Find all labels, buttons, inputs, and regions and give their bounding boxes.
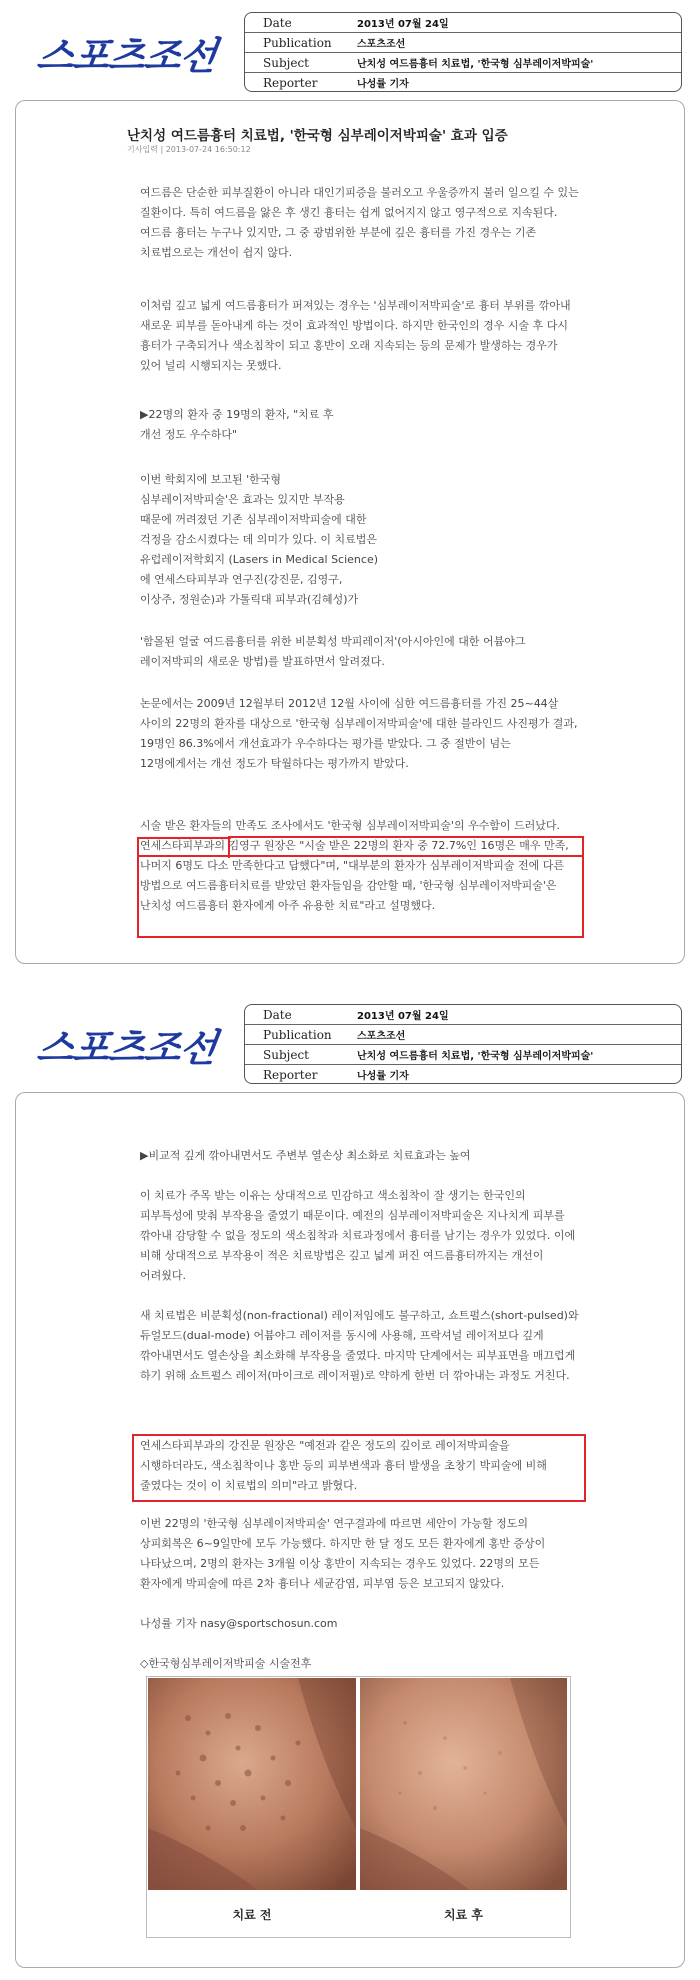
byline: 나성률 기자 nasy@sportschosun.com xyxy=(140,1617,338,1630)
meta-value: 난치성 여드름흉터 치료법, '한국형 심부레이저박피술' xyxy=(357,59,594,70)
meta-value: 2013년 07월 24일 xyxy=(357,1011,449,1022)
clipping-header-1 xyxy=(22,10,682,88)
paragraph-3-continued: '함몰된 얼굴 여드름흉터를 위한 비분획성 박피레이저'(아시아인에 대한 어븀야그 레이저박피의 새로운 방법)를 발표하면서 알려졌다. xyxy=(140,635,526,668)
meta-row-subject xyxy=(245,1045,681,1065)
meta-key: Reporter xyxy=(263,1067,318,1082)
photo-caption: ◇한국형심부레이저박피술 시술전후 xyxy=(140,1657,312,1670)
meta-key: Publication xyxy=(263,35,332,50)
clipping-meta-table xyxy=(244,12,682,92)
meta-value: 2013년 07월 24일 xyxy=(357,19,449,30)
paragraph-2: 이처럼 깊고 넓게 여드름흉터가 퍼져있는 경우는 '심부레이저박피술'로 흉터 부위를 깎아내 새로운 피부를 돋아내게 하는 것이 효과적인 방법이다. 하지만 한국인의 경우 시술 후 다시 흉터가 구축되거나 색소침착이 되고 홍반이 오래 지속되는 등의 문제가 발생하는 경우가 있어 널리 시행되지는 못했다. xyxy=(140,299,571,372)
subheading-1-line-2: 개선 정도 우수하다" xyxy=(140,428,238,441)
meta-value: 스포츠조선 xyxy=(357,39,406,50)
paragraph-6: 이 치료가 주목 받는 이유는 상대적으로 민감하고 색소침착이 잘 생기는 한국인의 피부특성에 맞춰 부작용을 줄였기 때문이다. 예전의 심부레이저박피술은 지나치게 피부를 깎아내 감당할 수 없을 정도의 색소침착과 치료과정에서 흉터를 남기는 경우가 있었다. 이에 비해 상대적으로 부작용이 적은 치료방법은 깊고 넓게 퍼진 여드름흉터까지는 개선이 어려웠다. xyxy=(140,1189,576,1282)
meta-key: Date xyxy=(263,1007,292,1022)
meta-row-date xyxy=(245,13,681,33)
subheading-2: ▶비교적 깊게 깎아내면서도 주변부 열손상 최소화로 치료효과는 높여 xyxy=(140,1149,471,1162)
paragraph-3: 이번 학회지에 보고된 '한국형 심부레이저박피술'은 효과는 있지만 부작용 때문에 꺼려졌던 기존 심부레이저박피술에 대한 걱정을 감소시켰다는 데 의미가 있다. 이 치료법은 유럽레이저학회지 (Lasers in Medical Science)에 연세스타피부과 연구진(강진문, 김영구, 이상주, 정원순)과 가톨릭대 피부과(김혜성)가 xyxy=(140,473,379,606)
meta-value: 나성률 기자 xyxy=(357,1071,409,1082)
subheading-1 xyxy=(140,405,580,445)
paragraph-8: 연세스타피부과의 강진문 원장은 "예전과 같은 정도의 깊이로 레이저박피술을 시행하더라도, 색소침착이나 홍반 등의 피부변색과 흉터 발생을 초창기 박피술에 비해 줄였다는 것이 이 치료법의 의미"라고 밝혔다. xyxy=(140,1439,547,1492)
paragraph-7: 새 치료법은 비분획성(non-fractional) 레이저임에도 불구하고, 쇼트펄스(short-pulsed)와 듀얼모드(dual-mode) 어븀야그 레이저를 동시에 사용해, 프락셔널 레이저보다 깊게 깎아내면서도 열손상을 최소화해 부작용을 줄였다. 마지막 단계에서는 피부표면을 매끄럽게 하기 위해 쇼트펄스 레이저(마이크로 레이저필)로 약하게 한번 더 깎아내는 과정도 거친다. xyxy=(140,1309,579,1382)
paragraph-5: 시술 받은 환자들의 만족도 조사에서도 '한국형 심부레이저박피술'의 우수함이 드러났다. 연세스타피부과의 김영구 원장은 "시술 받은 22명의 환자 중 72.7%인 16명은 매우 만족, 나머지 6명도 다소 만족한다고 답했다"며, "대부분의 환자가 심부레이저박피술 전에 다른 방법으로 여드름흉터치료를 받았던 환자들임을 감안할 때, '한국형 심부레이저박피술'은 난치성 여드름흉터 환자에게 아주 유용한 치료"라고 설명했다. xyxy=(140,819,569,912)
after-label: 치료 후 xyxy=(444,1908,483,1922)
article-dateline: 기사입력 | 2013-07-24 16:50:12 xyxy=(127,145,251,154)
clipping-header-2 xyxy=(22,1002,682,1080)
meta-row-date xyxy=(245,1005,681,1025)
meta-value: 스포츠조선 xyxy=(357,1031,406,1042)
paragraph-9: 이번 22명의 '한국형 심부레이저박피술' 연구결과에 따르면 세안이 가능할 정도의 상피회복은 6~9일만에 모두 가능했다. 하지만 한 달 정도 모든 환자에게 홍반 증상이 나타났으며, 2명의 환자는 3개월 이상 홍반이 지속되는 경우도 있었다. 22명의 모든 환자에게 박피술에 따른 2차 흉터나 세균감염, 피부염 등은 보고되지 않았다. xyxy=(140,1517,546,1590)
paragraph-4: 논문에서는 2009년 12월부터 2012년 12월 사이에 심한 여드름흉터를 가진 25~44살 사이의 22명의 환자를 대상으로 '한국형 심부레이저박피술'에 대한 블라인드 사진평가 결과, 19명인 86.3%에서 개선효과가 우수하다는 평가를 받았다. 그 중 절반이 넘는 12명에게서는 개선 정도가 탁월하다는 평가까지 받았다. xyxy=(140,697,578,770)
sportschosun-logo: 스포츠조선 xyxy=(34,1025,219,1070)
sportschosun-logo: 스포츠조선 xyxy=(34,33,219,78)
meta-key: Subject xyxy=(263,1047,309,1062)
meta-row-publication xyxy=(245,33,681,53)
meta-value: 나성률 기자 xyxy=(357,79,409,90)
meta-key: Subject xyxy=(263,55,309,70)
meta-row-reporter xyxy=(245,1065,681,1084)
meta-key: Publication xyxy=(263,1027,332,1042)
paragraph-1: 여드름은 단순한 피부질환이 아니라 대인기피증을 불러오고 우울증까지 불러 일으킬 수 있는 질환이다. 특히 여드름을 앓은 후 생긴 흉터는 쉽게 없어지지 않고 영구적으로 지속된다. 여드름 흉터는 누구나 있지만, 그 중 광범위한 부분에 깊은 흉터를 가진 경우는 기존 치료법으로는 개선이 쉽지 않다. xyxy=(140,186,579,259)
highlight-box-1 xyxy=(137,855,584,938)
clipping-meta-table xyxy=(244,1004,682,1084)
meta-key: Date xyxy=(263,15,292,30)
meta-row-subject xyxy=(245,53,681,73)
highlight-box-1-tab xyxy=(137,837,231,857)
subheading-1-line-1: ▶22명의 환자 중 19명의 환자, "치료 후 xyxy=(140,408,334,421)
before-label: 치료 전 xyxy=(232,1908,272,1922)
meta-value: 난치성 여드름흉터 치료법, '한국형 심부레이저박피술' xyxy=(357,1051,594,1062)
after-treatment-photo xyxy=(360,1678,567,1890)
meta-key: Reporter xyxy=(263,75,318,90)
before-treatment-photo xyxy=(148,1678,356,1890)
meta-row-reporter xyxy=(245,73,681,92)
article-headline: 난치성 여드름흉터 치료법, '한국형 심부레이저박피술' 효과 입증 xyxy=(127,128,508,144)
meta-row-publication xyxy=(245,1025,681,1045)
